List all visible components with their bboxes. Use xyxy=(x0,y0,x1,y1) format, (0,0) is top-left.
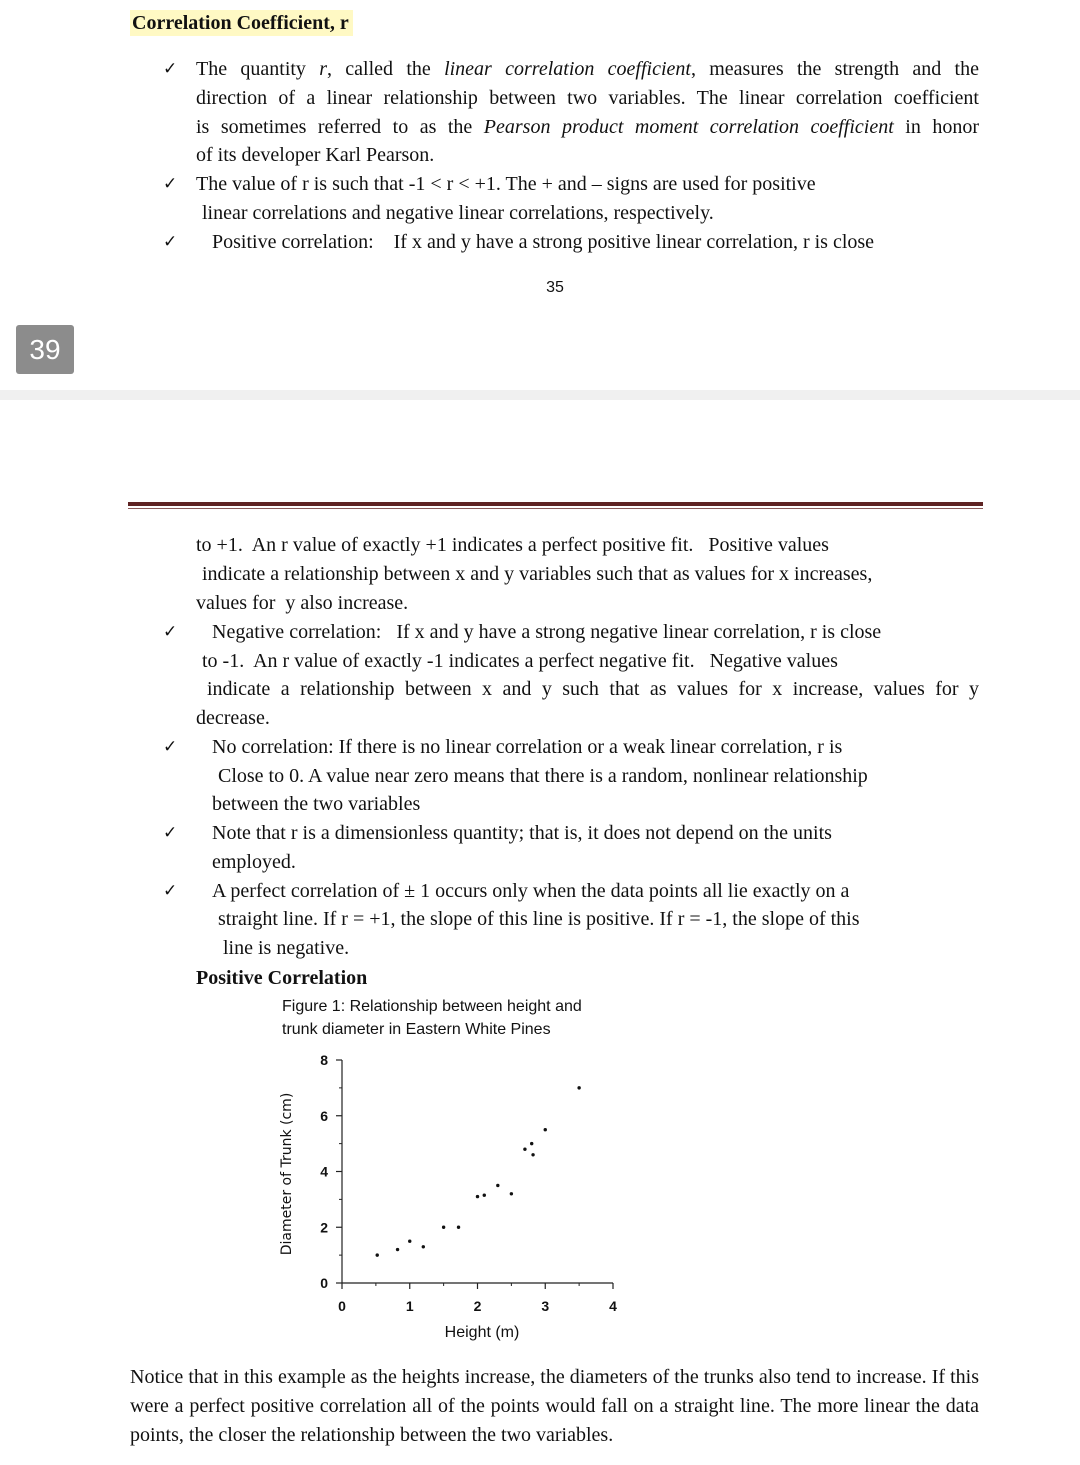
data-point xyxy=(531,1153,534,1156)
bullet-1-line-1: The quantity r, called the linear correlation coefficient, measures the strength and the xyxy=(196,58,979,80)
negative-correlation-line-3: indicate a relationship between x and y such that as values for x increase, values for y xyxy=(207,678,979,700)
positive-correlation-line-4: values for y also increase. xyxy=(196,592,409,614)
chart-ticks xyxy=(320,1052,617,1314)
positive-correlation-line-2: to +1. An r value of exactly +1 indicates a perfect positive fit. Positive values xyxy=(196,534,829,556)
page-indicator-badge: 39 xyxy=(16,325,74,374)
check-icon: ✓ xyxy=(163,59,178,79)
y-axis-label: Diameter of Trunk (cm) xyxy=(279,1092,295,1256)
check-icon: ✓ xyxy=(163,881,178,901)
no-correlation-line-2: Close to 0. A value near zero means that there is a random, nonlinear relationship xyxy=(218,765,868,787)
figure-title: Figure 1: Relationship between height and trunk diameter in Eastern White Pines xyxy=(282,998,582,1038)
data-point xyxy=(408,1239,411,1242)
no-correlation-line-3: between the two variables xyxy=(212,793,421,815)
chart-axes xyxy=(342,1060,613,1283)
y-tick-label: 8 xyxy=(320,1052,328,1068)
header-rule xyxy=(128,502,983,506)
negative-correlation-line-2: to -1. An r value of exactly -1 indicates a perfect negative fit. Negative values xyxy=(202,650,838,672)
x-axis-label: Height (m) xyxy=(444,1324,520,1341)
data-point xyxy=(422,1245,425,1248)
y-tick-label: 6 xyxy=(320,1107,328,1124)
check-icon: ✓ xyxy=(163,232,178,252)
positive-correlation-heading: Positive Correlation xyxy=(196,967,368,989)
data-point xyxy=(577,1086,580,1089)
note-line-1: Note that r is a dimensionless quantity; that is, it does not depend on the units xyxy=(212,822,832,844)
data-point xyxy=(396,1248,399,1251)
data-point xyxy=(510,1192,513,1195)
bullet-1-line-2: direction of a linear relationship between two variables. The linear correlation coefficient xyxy=(196,87,979,109)
check-icon: ✓ xyxy=(163,174,178,194)
check-icon: ✓ xyxy=(163,823,178,843)
x-tick-label: 2 xyxy=(473,1298,482,1314)
y-tick-label: 0 xyxy=(320,1275,328,1291)
negative-correlation-line-4: decrease. xyxy=(196,707,270,729)
check-icon: ✓ xyxy=(163,622,178,642)
data-point xyxy=(496,1184,499,1187)
bullet-1-line-4: of its developer Karl Pearson. xyxy=(196,144,435,166)
bullet-2-line-1: The value of r is such that -1 < r < +1. The + and – signs are used for positive xyxy=(196,173,816,195)
y-tick-label: 2 xyxy=(320,1219,328,1236)
y-tick-label: 4 xyxy=(320,1163,328,1180)
page-number: 35 xyxy=(546,279,564,296)
positive-correlation-line-1: Positive correlation: If x and y have a strong positive linear correlation, r is close xyxy=(212,231,875,253)
x-tick-label: 0 xyxy=(338,1298,346,1314)
positive-correlation-line-3: indicate a relationship between x and y variables such that as values for x increases, xyxy=(202,563,873,585)
data-point xyxy=(483,1193,486,1196)
page-separator xyxy=(0,390,1080,400)
x-tick-label: 1 xyxy=(405,1298,414,1314)
bullet-1-line-3: is sometimes referred to as the Pearson product moment correlation coefficient in honor xyxy=(196,116,979,138)
data-point xyxy=(523,1148,526,1151)
bullet-2-line-2: linear correlations and negative linear correlations, respectively. xyxy=(202,202,714,224)
section-title: Correlation Coefficient, r xyxy=(130,10,353,36)
scatter-chart xyxy=(262,1045,642,1345)
perfect-correlation-line-2: straight line. If r = +1, the slope of this line is positive. If r = -1, the slope of this xyxy=(218,908,860,930)
no-correlation-line-1: No correlation: If there is no linear correlation or a weak linear correlation, r is xyxy=(212,736,843,758)
data-point xyxy=(476,1195,479,1198)
negative-correlation-line-1: Negative correlation: If x and y have a strong negative linear correlation, r is close xyxy=(212,621,882,643)
chart-points xyxy=(376,1086,581,1257)
data-point xyxy=(376,1253,379,1256)
data-point xyxy=(544,1128,547,1131)
data-point xyxy=(442,1226,445,1229)
check-icon: ✓ xyxy=(163,737,178,757)
perfect-correlation-line-1: A perfect correlation of ± 1 occurs only when the data points all lie exactly on a xyxy=(212,880,850,902)
perfect-correlation-line-3: line is negative. xyxy=(223,937,350,959)
x-tick-label: 4 xyxy=(609,1298,617,1314)
data-point xyxy=(530,1142,533,1145)
x-tick-label: 3 xyxy=(541,1298,550,1314)
closing-paragraph: Notice that in this example as the heights increase, the diameters of the trunks also tend to increase. If this were a perfect positive correlation all of the points would fall on a straight line. The more linear the data points, the closer the relationship between the two variables. xyxy=(130,1366,979,1446)
note-line-2: employed. xyxy=(212,851,296,873)
data-point xyxy=(457,1226,460,1229)
header-rule-thin xyxy=(128,508,983,509)
